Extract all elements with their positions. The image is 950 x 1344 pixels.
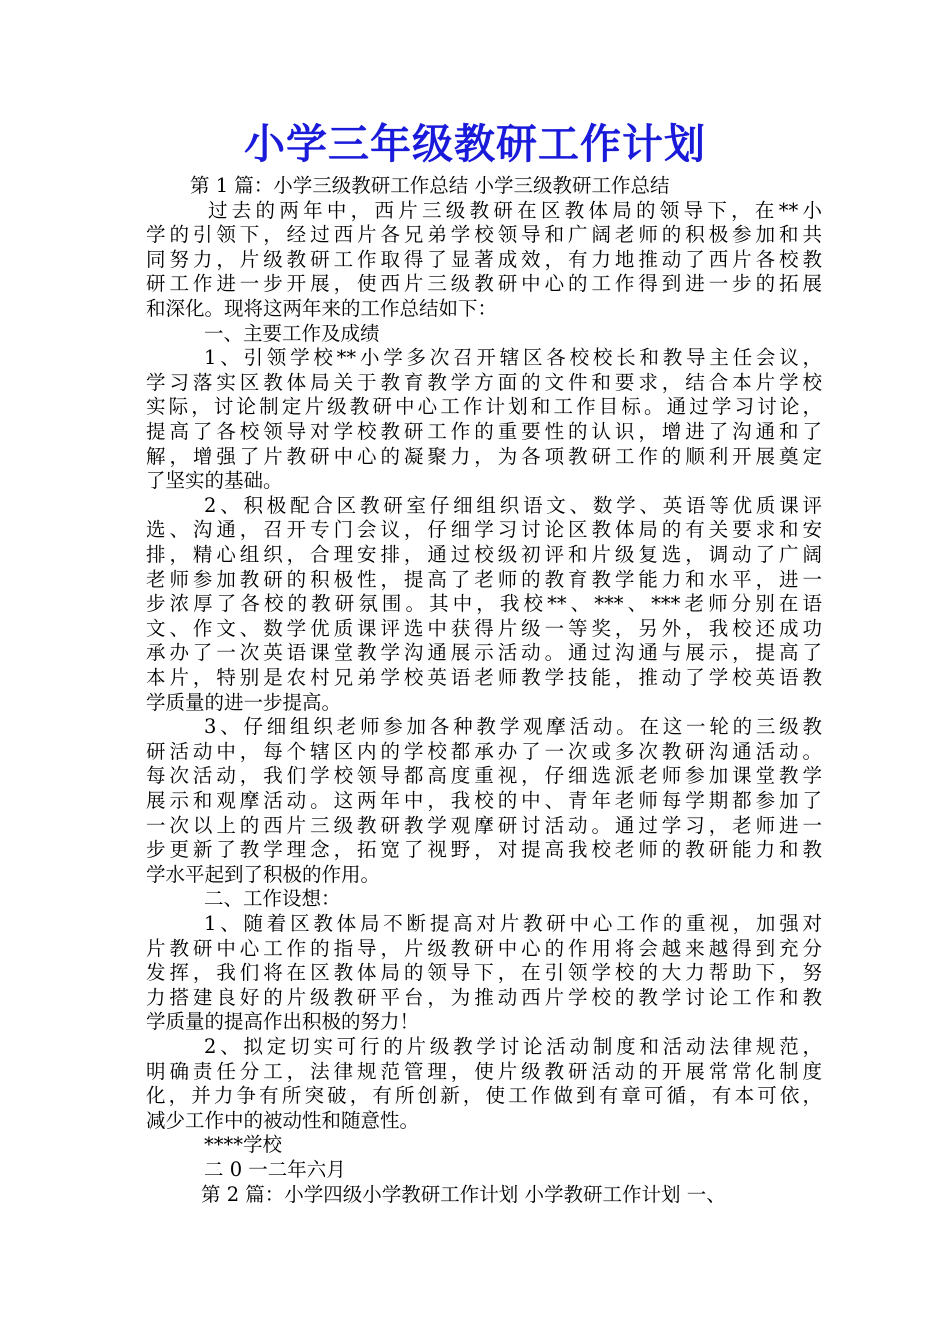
body-line: 提高了各校领导对学校教研工作的重要性的认识，增进了沟通和了 bbox=[146, 420, 822, 443]
body-line: 学水平起到了积极的作用。 bbox=[146, 862, 381, 886]
body-line: 学习落实区教体局关于教育教学方面的文件和要求，结合本片学校 bbox=[146, 370, 822, 394]
body-line: 学质量的进一步提高。 bbox=[146, 690, 342, 714]
body-line: 一次以上的西片三级教研教学观摩研讨活动。通过学习，老师进一 bbox=[146, 813, 822, 837]
body-line: 本片，特别是农村兄弟学校英语老师教学技能，推动了学校英语教 bbox=[146, 666, 822, 689]
body-line: 步浓厚了各校的教研氛围。其中，我校**、***、***老师分别在语 bbox=[146, 592, 822, 616]
body-line: 1、引领学校**小学多次召开辖区各校校长和教导主任会议， bbox=[204, 346, 822, 370]
body-line: 过去的两年中，西片三级教研在区教体局的领导下，在**小 bbox=[208, 198, 822, 222]
body-line: 2、积极配合区教研室仔细组织语文、数学、英语等优质课评 bbox=[204, 493, 822, 517]
body-line: 老师参加教研的积极性，提高了老师的教育教学能力和水平，进一 bbox=[146, 567, 822, 591]
body-line: 3、仔细组织老师参加各种教学观摩活动。在这一轮的三级教 bbox=[204, 715, 822, 739]
body-line: 和深化。现将这两年来的工作总结如下： bbox=[146, 297, 498, 320]
body-line: 第 2 篇：小学四级小学教研工作计划 小学教研工作计划 一、 bbox=[201, 1182, 726, 1206]
body-line: 明确责任分工，法律规范管理，使片级教研活动的开展常常化制度 bbox=[146, 1059, 822, 1083]
body-line: 学质量的提高作出积极的努力！ bbox=[146, 1010, 420, 1034]
body-line: 研活动中，每个辖区内的学校都承办了一次或多次教研沟通活动。 bbox=[146, 739, 822, 763]
body-line: 化，并力争有所突破，有所创新，使工作做到有章可循，有本可依， bbox=[146, 1084, 822, 1108]
body-line: 每次活动，我们学校领导都高度重视，仔细选派老师参加课堂教学 bbox=[146, 764, 822, 788]
body-line: 文、作文、数学优质课评选中获得片级一等奖，另外，我校还成功 bbox=[146, 616, 822, 640]
body-line: 承办了一次英语课堂教学沟通展示活动。通过沟通与展示，提高了 bbox=[146, 641, 822, 665]
body-line: 片教研中心工作的指导，片级教研中心的作用将会越来越得到充分 bbox=[146, 936, 822, 960]
body-line: 同努力，片级教研工作取得了显著成效，有力地推动了西片各校教 bbox=[146, 247, 822, 271]
body-line: 二、工作设想： bbox=[204, 887, 341, 911]
body-line: 2、拟定切实可行的片级教学讨论活动制度和活动法律规范， bbox=[204, 1035, 822, 1058]
body-line: 二 0 一二年六月 bbox=[204, 1158, 346, 1181]
body-line: 力搭建良好的片级教研平台，为推动西片学校的教学讨论工作和教 bbox=[146, 985, 822, 1009]
body-line: 发挥，我们将在区教体局的领导下，在引领学校的大力帮助下，努 bbox=[146, 961, 822, 985]
body-line: 第 1 篇：小学三级教研工作总结 小学三级教研工作总结 bbox=[190, 174, 670, 197]
body-line: 解，增强了片教研中心的凝聚力，为各项教研工作的顺利开展奠定 bbox=[146, 444, 822, 468]
body-line: ****学校 bbox=[204, 1133, 283, 1157]
body-line: 减少工作中的被动性和随意性。 bbox=[146, 1108, 420, 1132]
body-line: 1、随着区教体局不断提高对片教研中心工作的重视，加强对 bbox=[204, 912, 822, 935]
body-line: 选、沟通，召开专门会议，仔细学习讨论区教体局的有关要求和安 bbox=[146, 518, 822, 542]
document-title: 小学三年级教研工作计划 bbox=[244, 120, 706, 168]
body-line: 学的引领下，经过西片各兄弟学校领导和广阔老师的积极参加和共 bbox=[146, 223, 822, 247]
body-line: 步更新了教学理念，拓宽了视野，对提高我校老师的教研能力和教 bbox=[146, 838, 822, 862]
body-line: 排，精心组织，合理安排，通过校级初评和片级复选，调动了广阔 bbox=[146, 543, 822, 566]
body-line: 研工作进一步开展，使西片三级教研中心的工作得到进一步的拓展 bbox=[146, 272, 822, 296]
body-line: 了坚实的基础。 bbox=[146, 469, 283, 493]
body-line: 一、主要工作及成绩 bbox=[204, 321, 380, 345]
body-line: 展示和观摩活动。这两年中，我校的中、青年老师每学期都参加了 bbox=[146, 789, 822, 812]
body-line: 实际，讨论制定片级教研中心工作计划和工作目标。通过学习讨论， bbox=[146, 395, 822, 419]
